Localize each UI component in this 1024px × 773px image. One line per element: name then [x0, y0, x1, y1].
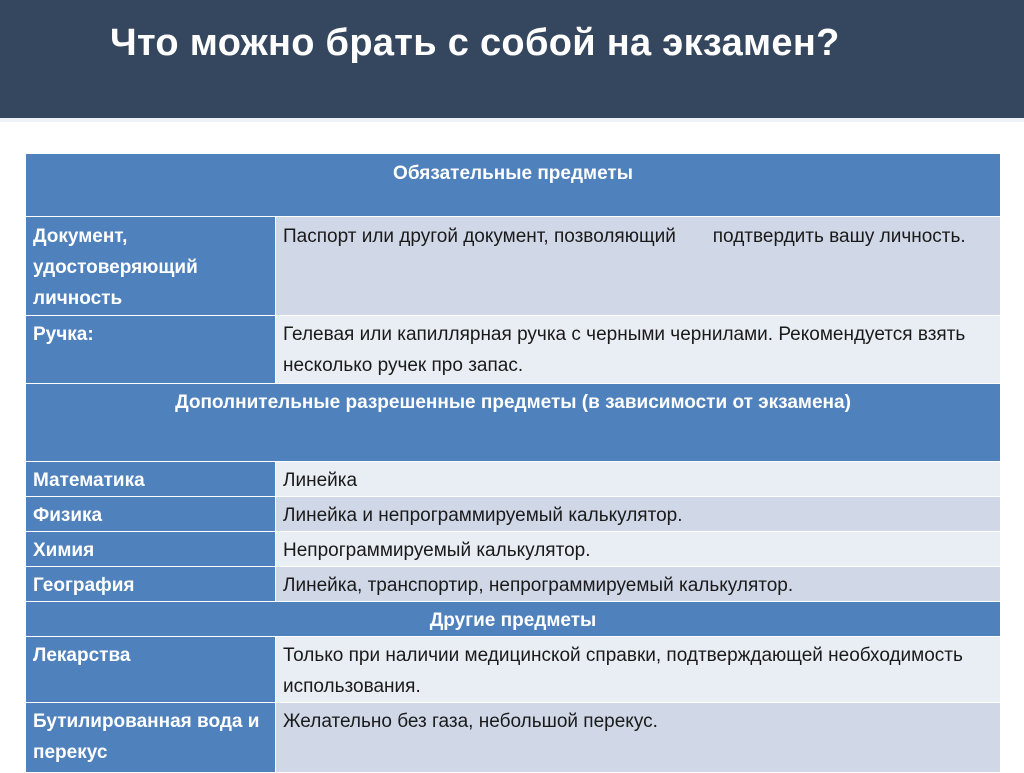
header-divider	[0, 118, 1024, 122]
section-title-required: Обязательные предметы	[26, 154, 1001, 217]
section-title-additional: Дополнительные разрешенные предметы (в зависимости от экзамена)	[26, 384, 1001, 462]
item-value-water: Желательно без газа, небольшой перекус.	[276, 703, 1001, 773]
table-row	[26, 462, 1001, 497]
item-label-physics: Физика	[26, 497, 276, 532]
item-value-physics: Линейка и непрограммируемый калькулятор.	[276, 497, 1001, 532]
table-row	[26, 497, 1001, 532]
item-label-geography: География	[26, 567, 276, 602]
section-header-other	[26, 602, 1001, 637]
table-row	[26, 703, 1001, 773]
item-label-math: Математика	[26, 462, 276, 497]
item-value-pen: Гелевая или капиллярная ручка с черными чернилами. Рекомендуется взять несколько ручек про запас.	[276, 316, 1001, 384]
page-title: Что можно брать с собой на экзамен?	[110, 22, 840, 64]
item-value-geography: Линейка, транспортир, непрограммируемый калькулятор.	[276, 567, 1001, 602]
section-header-additional	[26, 384, 1001, 462]
item-label-medicine: Лекарства	[26, 637, 276, 703]
title-bar	[0, 0, 1024, 118]
item-value-chemistry: Непрограммируемый калькулятор.	[276, 532, 1001, 567]
table-row	[26, 567, 1001, 602]
item-value-math: Линейка	[276, 462, 1001, 497]
exam-items-table	[25, 153, 1001, 773]
table-row	[26, 532, 1001, 567]
item-value-document: Паспорт или другой документ, позволяющий подтвердить вашу личность.	[276, 217, 1001, 316]
item-label-chemistry: Химия	[26, 532, 276, 567]
item-label-document: Документ, удостоверяющий личность	[26, 217, 276, 316]
item-label-water: Бутилированная вода и перекус	[26, 703, 276, 773]
section-header-required	[26, 154, 1001, 217]
table-row	[26, 637, 1001, 703]
table-row	[26, 217, 1001, 316]
item-label-pen: Ручка:	[26, 316, 276, 384]
item-value-medicine: Только при наличии медицинской справки, подтверждающей необходимость использования.	[276, 637, 1001, 703]
section-title-other: Другие предметы	[26, 602, 1001, 637]
table-row	[26, 316, 1001, 384]
